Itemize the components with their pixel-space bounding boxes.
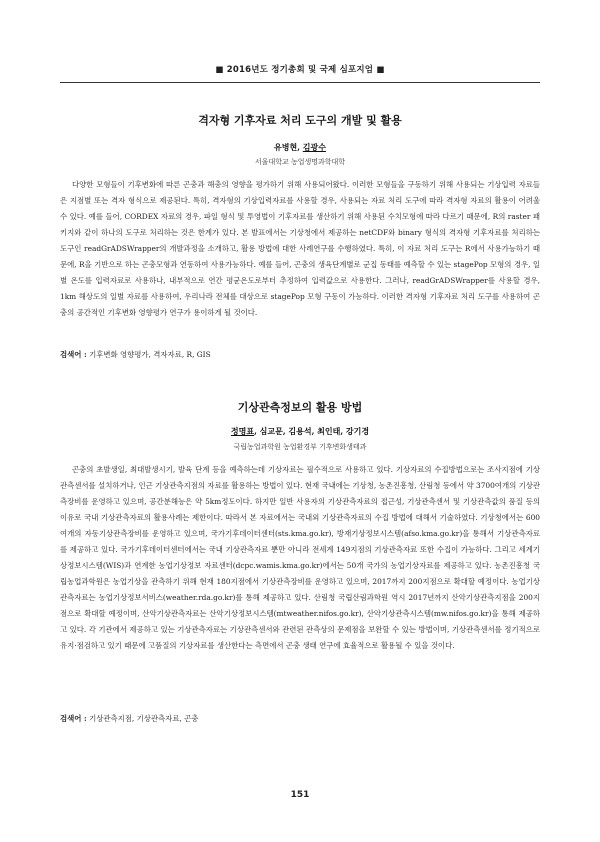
article-keywords — [60, 349, 540, 360]
article-keywords — [60, 713, 540, 724]
article-abstract: 다양한 모형들이 기후변화에 따른 곤충과 해충의 영향을 평가하기 위해 사용되어왔다. 이러한 모형들을 구동하기 위해 사용되는 기상입력 자료들은 지점별 또는 격자 형식으로 제공된다. 특히, 격자형의 기상입력자료를 사용할 경우, 사용되는 자료 처리 도구에 따라 격자형 자료의 활용이 어려울 수 있다. 예를 들어, CORDEX 자료의 경우, 파일 형식 및 투영법이 기후자료를 생산하기 위해 사용된 수치모형에 따라 다르기 때문에, R의 raster 패키지와 같이 하나의 도구로 처리하는 것은 한계가 있다. 본 발표에서는 기상청에서 제공하는 netCDF와 binary 형식의 격자형 기후자료를 처리하는 도구인 readGrADSWrapper의 개발과정을 소개하고, 활용 방법에 대한 사례연구를 수행하였다. 특히, 이 자료 처리 도구는 R에서 사용가능하기 때문에, R을 기반으로 하는 곤충모형과 연동하여 사용가능하다. 예를 들어, 곤충의 생육단계별로 군집 동태를 예측할 수 있는 stagePop 모형의 경우, 일별 온도를 입력자료로 사용하나, 내부적으로 연간 평균온도로부터 추정하여 입력값으로 사용한다. 그러나, readGrADSWrapper를 사용할 경우, 1km 해상도의 일별 자료를 사용하여, 우리나라 전체를 대상으로 stagePop 모형 구동이 가능하다. 이러한 격자형 기후자료 처리 도구를 사용하여 곤충의 공간적인 기후변화 영향평가 연구가 용이하게 될 것이다. — [60, 180, 540, 317]
article-authors — [60, 426, 540, 437]
author-names: , 심교문, 김용석, 최인태, 강기경 — [254, 426, 370, 436]
presenting-author: 정명표 — [230, 426, 255, 436]
article-title: 기상관측정보의 활용 방법 — [237, 401, 363, 414]
article-affiliation: 서울대학교 농업생명과학대학 — [254, 158, 346, 166]
keywords-value: 기후변화 영향평가, 격자자료, R, GIS — [89, 350, 211, 359]
keywords-value: 기상관측지점, 기상관측자료, 곤충 — [89, 714, 199, 723]
presenting-author: 김광수 — [302, 142, 326, 152]
header-divider — [60, 82, 540, 83]
conference-header: ■ 2016년도 정기총회 및 국제 심포지엄 ■ — [215, 65, 385, 75]
article-authors — [60, 142, 540, 153]
article-affiliation: 국립농업과학원 농업환경부 기후변화생태과 — [233, 443, 367, 451]
keywords-label: 검색어 : — [60, 714, 87, 723]
article-abstract: 곤충의 초발생일, 최대발생시기, 발육 단계 등을 예측하는데 기상자료는 필수적으로 사용하고 있다. 기상자료의 수집방법으로는 조사지점에 기상관측센서를 설치하거나, 인근 기상관측지점의 자료를 활용하는 방법이 있다. 현재 국내에는 기상청, 농촌진흥청, 산림청 등에서 약 3700여개의 기상관측장비를 운영하고 있으며, 공간분해능은 약 5km정도이다. 하지만 일반 사용자의 기상관측자료의 접근성, 기상관측센서 및 기상관측값의 품질 등의 이유로 국내 기상관측자료의 활용사례는 제한이다. 따라서 본 자료에서는 국내외 기상관측자료의 수집 방법에 대해서 기술하였다. 기상청에서는 600여개의 자동기상관측장비를 운영하고 있으며, 국가기후데이터센터(sts.kma.go.kr), 방재기상정보시스템(afso.kma.go.kr)을 통해서 기상관측자료를 제공하고 있다. 국가기후데이터센터에서는 국내 기상관측자료 뿐만 아니라 전세계 149지점의 기상관측자료 또한 수집이 가능하다. 그리고 세계기상정보시스템(WIS)과 연계한 농업기상정보 자료센터(dcpc.wamis.kma.go.kr)에서는 50개 국가의 농업기상자료를 제공하고 있다. 농촌진흥청 국립농업과학원은 농업기상을 관측하기 위해 현재 180지점에서 기상관측장비를 운영하고 있으며, 2017까지 200지점으로 확대할 예정이다. 농업기상관측자료는 농업기상정보서비스(weather.rda.go.kr)를 통해 제공하고 있다. 산림청 국립산림과학원 역시 2017년까지 산악기상관측지점을 200지점으로 확대할 예정이며, 산악기상관측자료는 산악기상정보시스템(mtweather.nifos.go.kr), 산악기상관측시스템(mw.nifos.go.kr)을 통해 제공하고 있다. 각 기관에서 제공하고 있는 기상관측자료는 기상관측센서와 관련된 관측상의 문제점을 보완할 수 있는 방법이며, 기상관측센서를 정기적으로 유지·점검하고 있기 때문에 고품질의 기상자료를 생산한다는 측면에서 곤충 생태 연구에 효율적으로 활용될 수 있을 것이다. — [60, 465, 540, 650]
article-title: 격자형 기후자료 처리 도구의 개발 및 활용 — [198, 114, 402, 127]
author-names: 유병현, — [274, 142, 303, 152]
keywords-label: 검색어 : — [60, 350, 87, 359]
page-number: 151 — [290, 790, 310, 800]
